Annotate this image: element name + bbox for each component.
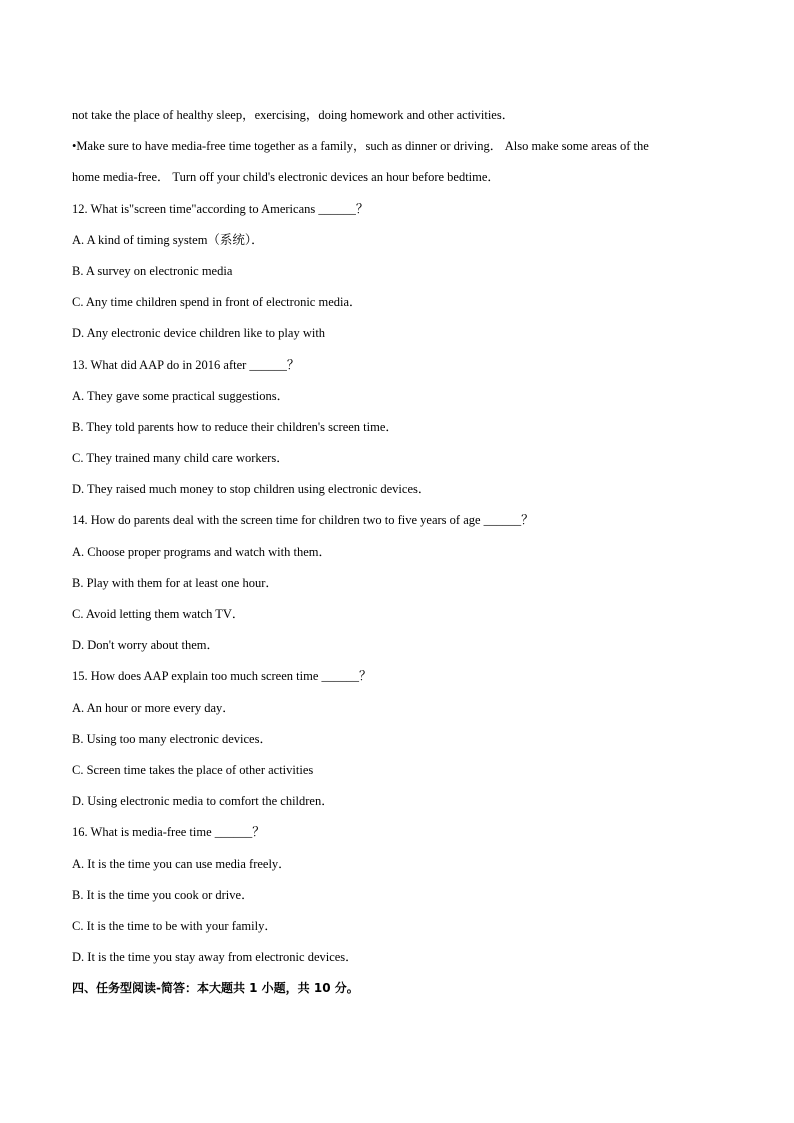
option-d: D. Using electronic media to comfort the children． xyxy=(72,794,334,809)
question-15 xyxy=(72,661,732,817)
option-c: C. It is the time to be with your family． xyxy=(72,918,277,933)
option-a: A. They gave some practical suggestions． xyxy=(72,388,290,403)
passage-line: not take the place of healthy sleep，exercising，doing homework and other activities． xyxy=(72,108,515,122)
option-b: B. Using too many electronic devices． xyxy=(72,731,272,746)
question-16 xyxy=(72,817,732,973)
option-a: A. It is the time you can use media freely． xyxy=(72,856,291,871)
option-c: C. Screen time takes the place of other activities xyxy=(72,762,314,777)
option-b: B. It is the time you cook or drive． xyxy=(72,887,254,902)
option-d: D. They raised much money to stop children using electronic devices． xyxy=(72,482,431,497)
question-stem: 15. How does AAP explain too much screen time ______？ xyxy=(72,669,372,684)
option-d: D. Any electronic device children like to play with xyxy=(72,326,326,341)
question-13 xyxy=(72,350,732,506)
option-a: A. Choose proper programs and watch with them． xyxy=(72,544,331,559)
option-b: B. Play with them for at least one hour． xyxy=(72,575,278,590)
option-d: D. It is the time you stay away from electronic devices． xyxy=(72,950,358,965)
question-12 xyxy=(72,194,732,350)
option-b: B. They told parents how to reduce their children's screen time． xyxy=(72,419,398,434)
question-stem: 13. What did AAP do in 2016 after ______？ xyxy=(72,357,300,372)
option-c: C. They trained many child care workers． xyxy=(72,451,289,466)
question-14 xyxy=(72,505,732,661)
question-stem: 16. What is media-free time ______？ xyxy=(72,825,265,840)
option-a: A. An hour or more every day． xyxy=(72,700,235,715)
question-stem: 14. How do parents deal with the screen time for children two to five years of age ______？ xyxy=(72,513,534,528)
option-c: C. Avoid letting them watch TV． xyxy=(72,607,245,621)
option-d: D. Don't worry about them． xyxy=(72,638,220,653)
option-b: B. A survey on electronic media xyxy=(72,263,233,278)
passage-line: •Make sure to have media-free time together as a family，such as dinner or driving． Also make some areas of the xyxy=(72,139,649,154)
passage-line: home media-free． Turn off your child's electronic devices an hour before bedtime． xyxy=(72,170,500,185)
document-page xyxy=(72,100,732,1004)
section-4-title: 四、任务型阅读-简答：本大题共 1 小题，共 10 分。 xyxy=(72,981,359,996)
question-stem: 12. What is"screen time"according to Americans ______？ xyxy=(72,201,369,216)
option-c: C. Any time children spend in front of electronic media． xyxy=(72,295,362,310)
option-a: A. A kind of timing system（系统）． xyxy=(72,232,264,247)
